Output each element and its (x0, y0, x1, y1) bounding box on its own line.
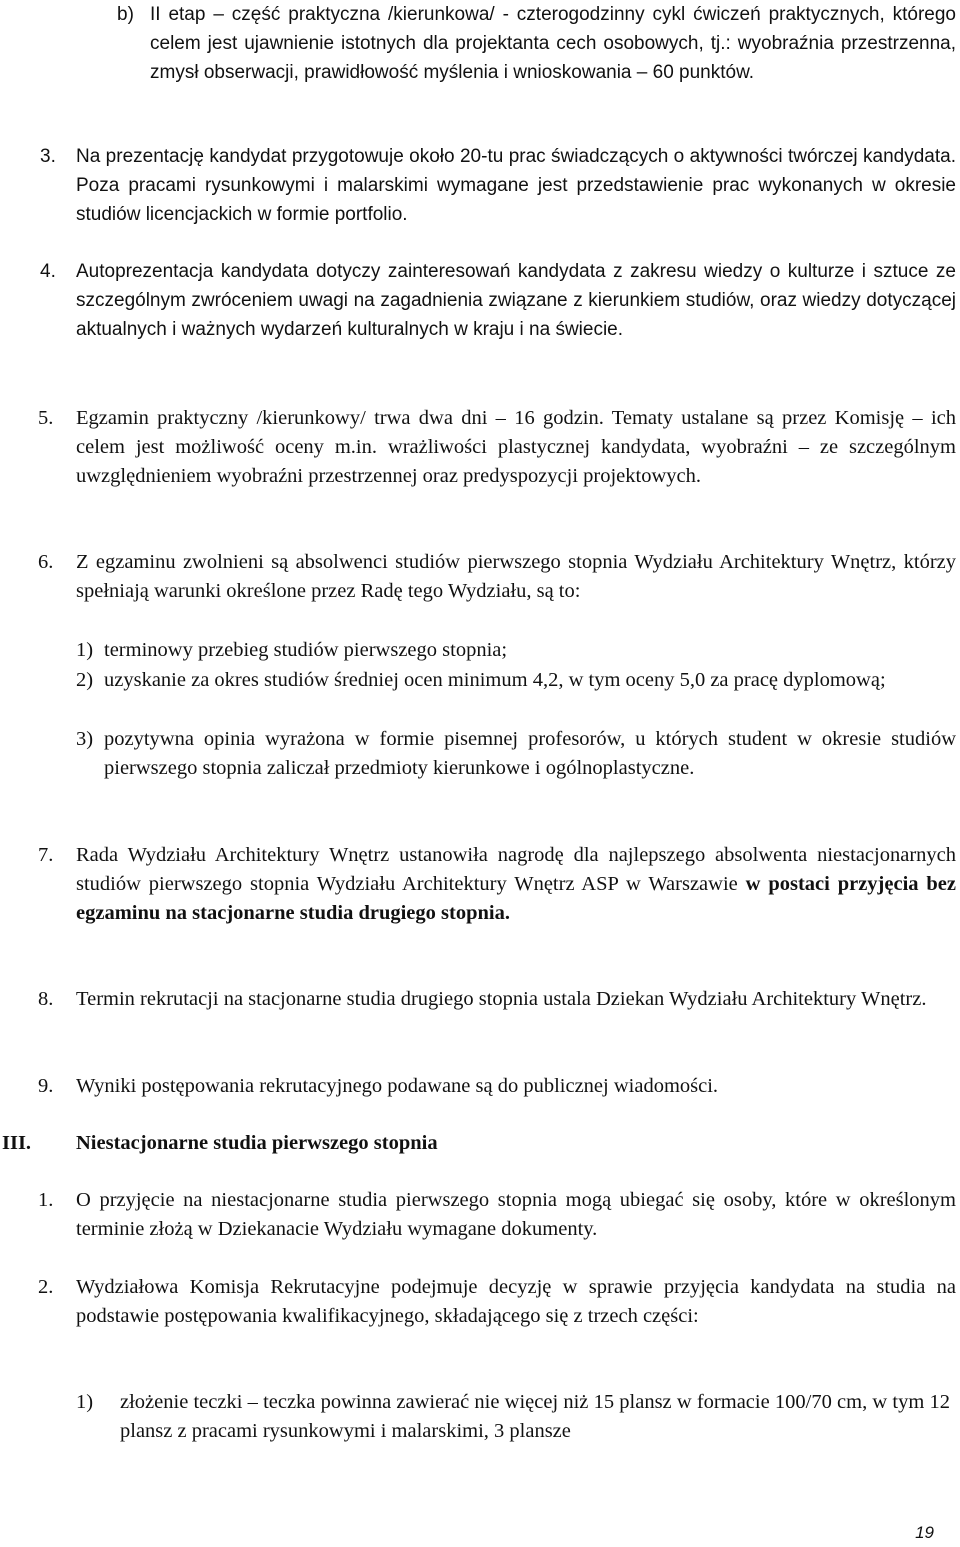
item-3-label: 3. (40, 146, 56, 167)
item-4-text: Autoprezentacja kandydata dotyczy zainteresowań kandydata z zakresu wiedzy o kulturze i sztuce ze szczególnym zwróceniem uwagi na zagadnienia związane z kierunkiem studiów, oraz wiedzy dotyczącej aktualnych i ważnych wydarzeń kulturalnych w kraju i na świecie. (76, 261, 956, 340)
section-3-number: III. (2, 1132, 32, 1154)
item-6-text: Z egzaminu zwolnieni są absolwenci studiów pierwszego stopnia Wydziału Architektury Wnętrz, którzy spełniają warunki określone przez Radę tego Wydziału, są to: (76, 551, 956, 602)
s3-item-1-label: 1. (38, 1189, 54, 1211)
item-6-sub-3-text: pozytywna opinia wyrażona w formie pisemnej profesorów, u których student w okresie studiów pierwszego stopnia zaliczał przedmioty kierunkowe i ogólnoplastyczne. (104, 728, 956, 779)
s3-item-2-label: 2. (38, 1276, 54, 1298)
item-9-label: 9. (38, 1075, 54, 1097)
item-6-sub-2-text: uzyskanie za okres studiów średniej ocen minimum 4,2, w tym oceny 5,0 za pracę dyplomową; (104, 669, 886, 691)
item-7-label: 7. (38, 844, 54, 866)
item-5-label: 5. (38, 407, 54, 429)
section-3-title: Niestacjonarne studia pierwszego stopnia (76, 1132, 438, 1154)
item-4-label: 4. (40, 261, 56, 282)
item-6-sub-1-label: 1) (76, 639, 94, 661)
item-b-text: II etap – część praktyczna /kierunkowa/ - czterogodzinny cykl ćwiczeń praktycznych, którego celem jest ujawnienie istotnych dla projektanta cech osobowych, tj.: wyobraźnia przestrzenna, zmysł obserwacji, prawidłowość myślenia i wnioskowania – 60 punktów. (150, 4, 956, 83)
item-5-text: Egzamin praktyczny /kierunkowy/ trwa dwa dni – 16 godzin. Tematy ustalane są przez Komisję – ich celem jest możliwość oceny m.in. wrażliwości plastycznej kandydata, wyobraźni – ze szczególnym uwzględnieniem wyobraźni przestrzennej oraz predyspozycji projektowych. (76, 407, 956, 487)
item-3-text: Na prezentację kandydat przygotowuje około 20-tu prac świadczących o aktywności twórczej kandydata. Poza pracami rysunkowymi i malarskimi wymagane jest przedstawienie prac wykonanych w okresie studiów licencjackich w formie portfolio. (76, 146, 956, 225)
item-8-text: Termin rekrutacji na stacjonarne studia drugiego stopnia ustala Dziekan Wydziału Architektury Wnętrz. (76, 988, 927, 1010)
item-6-sub-1-text: terminowy przebieg studiów pierwszego stopnia; (104, 639, 508, 661)
item-9-text: Wyniki postępowania rekrutacyjnego podawane są do publicznej wiadomości. (76, 1075, 719, 1097)
s3-item-2-text: Wydziałowa Komisja Rekrutacyjne podejmuje decyzję w sprawie przyjęcia kandydata na studia na podstawie postępowania kwalifikacyjnego, składającego się z trzech części: (76, 1276, 956, 1327)
item-6-sub-3-label: 3) (76, 728, 94, 750)
s3-sub-1-label: 1) (76, 1391, 94, 1413)
item-7-text-normal: Rada Wydziału Architektury Wnętrz ustanowiła nagrodę dla najlepszego absolwenta niestacjonarnych studiów pierwszego stopnia Wydziału Architektury Wnętrz ASP w Warszawie (76, 844, 956, 895)
item-b-label: b) (117, 4, 134, 25)
page-number: 19 (915, 1523, 934, 1542)
item-7-text-bold: w postaci przyjęcia bez egzaminu na stacjonarne studia drugiego stopnia. (76, 873, 957, 924)
s3-item-1-text: O przyjęcie na niestacjonarne studia pierwszego stopnia mogą ubiegać się osoby, które w określonym terminie złożą w Dziekanacie Wydziału wymagane dokumenty. (76, 1189, 956, 1240)
item-8-label: 8. (38, 988, 54, 1010)
item-7-text (76, 841, 956, 928)
s3-sub-1-text: złożenie teczki – teczka powinna zawierać nie więcej niż 15 plansz w formacie 100/70 cm, w tym 12 plansz z pracami rysunkowymi i malarskimi, 3 plansze (120, 1391, 950, 1442)
item-6-sub-2-label: 2) (76, 669, 94, 691)
item-6-label: 6. (38, 551, 54, 573)
